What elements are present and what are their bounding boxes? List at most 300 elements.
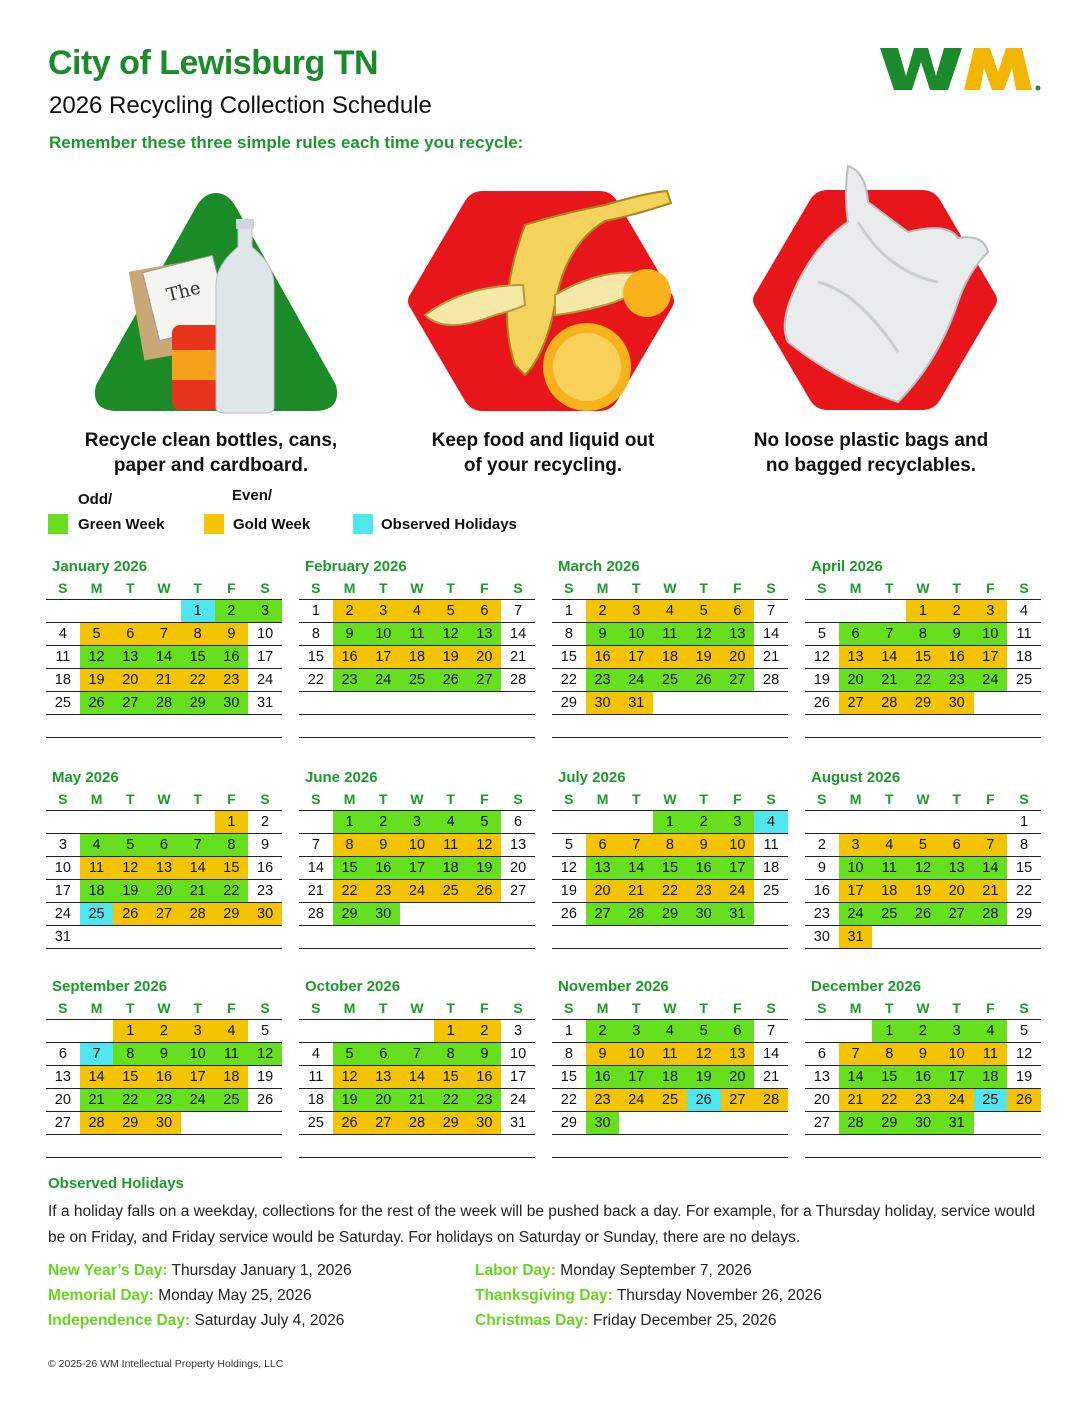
day-cell: 9 bbox=[468, 1043, 502, 1065]
week-row bbox=[46, 834, 282, 857]
week-row bbox=[552, 834, 788, 857]
plastic-bag-hexagon-icon bbox=[748, 162, 1002, 416]
day-cell: 3 bbox=[721, 811, 755, 833]
day-cell: 19 bbox=[434, 646, 468, 668]
weekday-label: W bbox=[410, 580, 424, 596]
day-cell: 15 bbox=[434, 1066, 468, 1088]
day-cell: 28 bbox=[754, 1089, 788, 1111]
copyright: © 2025-26 WM Intellectual Property Holdings, LLC bbox=[48, 1358, 284, 1370]
rules-heading: Remember these three simple rules each time you recycle: bbox=[49, 133, 524, 152]
day-cell: 30 bbox=[906, 1112, 940, 1134]
day-cell: 17 bbox=[257, 649, 274, 665]
empty-day-cell bbox=[80, 926, 114, 948]
day-cell: 16 bbox=[257, 860, 274, 876]
day-cell: 23 bbox=[940, 669, 974, 691]
day-cell: 12 bbox=[248, 1043, 282, 1065]
day-cell: 14 bbox=[400, 1066, 434, 1088]
day-cell: 16 bbox=[468, 1066, 502, 1088]
weekday-label: M bbox=[343, 1000, 356, 1016]
day-cell: 28 bbox=[147, 692, 181, 714]
day-cell: 10 bbox=[181, 1043, 215, 1065]
day-cell: 5 bbox=[80, 623, 114, 645]
holiday-name: New Year’s Day: bbox=[48, 1262, 168, 1279]
week-row bbox=[46, 857, 282, 880]
day-cell: 8 bbox=[215, 834, 249, 856]
month-title: July 2026 bbox=[558, 769, 626, 786]
weekday-label: S bbox=[564, 791, 574, 807]
day-cell: 18 bbox=[215, 1066, 249, 1088]
holiday-entry bbox=[475, 1312, 777, 1330]
weekday-label: F bbox=[227, 1000, 236, 1016]
day-cell: 21 bbox=[619, 880, 653, 902]
day-cell: 6 bbox=[147, 834, 181, 856]
weekday-label: T bbox=[952, 580, 961, 596]
day-cell: 13 bbox=[586, 857, 620, 879]
day-cell: 28 bbox=[619, 903, 653, 925]
holiday-entry bbox=[475, 1262, 752, 1280]
week-row bbox=[299, 834, 535, 857]
day-cell: 13 bbox=[813, 1069, 830, 1085]
week-row bbox=[46, 646, 282, 669]
weekday-label: S bbox=[766, 1000, 776, 1016]
day-cell: 1 bbox=[333, 811, 367, 833]
empty-day-cell bbox=[552, 926, 586, 948]
empty-day-cell bbox=[754, 715, 788, 737]
day-cell: 3 bbox=[181, 1020, 215, 1042]
day-cell: 25 bbox=[307, 1115, 324, 1131]
day-cell: 26 bbox=[687, 1089, 721, 1111]
empty-day-cell bbox=[805, 1135, 839, 1157]
empty-day-cell bbox=[147, 811, 181, 833]
weekday-header bbox=[46, 998, 282, 1019]
week-row bbox=[46, 1089, 282, 1112]
day-cell: 1 bbox=[215, 811, 249, 833]
weekday-label: S bbox=[564, 1000, 574, 1016]
empty-day-cell bbox=[181, 926, 215, 948]
day-cell: 24 bbox=[721, 880, 755, 902]
weekday-label: T bbox=[952, 791, 961, 807]
day-cell: 14 bbox=[763, 1046, 780, 1062]
week-row bbox=[805, 926, 1041, 949]
month-weeks bbox=[552, 1019, 788, 1158]
day-cell: 23 bbox=[586, 669, 620, 691]
day-cell: 2 bbox=[468, 1020, 502, 1042]
day-cell: 3 bbox=[514, 1023, 523, 1039]
day-cell: 8 bbox=[653, 834, 687, 856]
empty-day-cell bbox=[366, 1135, 400, 1157]
empty-day-cell bbox=[653, 692, 687, 714]
page-subtitle: 2026 Recycling Collection Schedule bbox=[49, 92, 432, 119]
empty-day-cell bbox=[113, 926, 147, 948]
holiday-date: Monday May 25, 2026 bbox=[158, 1287, 312, 1304]
day-cell: 18 bbox=[80, 880, 114, 902]
weekday-header bbox=[552, 789, 788, 810]
week-row bbox=[805, 715, 1041, 738]
day-cell: 9 bbox=[333, 623, 367, 645]
day-cell: 12 bbox=[906, 857, 940, 879]
empty-day-cell bbox=[434, 692, 468, 714]
day-cell: 5 bbox=[261, 1023, 270, 1039]
week-row bbox=[46, 1066, 282, 1089]
empty-day-cell bbox=[215, 715, 249, 737]
week-row bbox=[552, 669, 788, 692]
weekday-label: T bbox=[699, 1000, 708, 1016]
day-cell: 6 bbox=[817, 1046, 826, 1062]
week-row bbox=[805, 903, 1041, 926]
day-cell: 9 bbox=[586, 1043, 620, 1065]
week-row bbox=[805, 810, 1041, 834]
day-cell: 14 bbox=[619, 857, 653, 879]
week-row bbox=[552, 599, 788, 623]
day-cell: 20 bbox=[721, 1066, 755, 1088]
month-title: October 2026 bbox=[305, 978, 401, 995]
day-cell: 30 bbox=[366, 903, 400, 925]
day-cell: 20 bbox=[510, 860, 527, 876]
day-cell: 9 bbox=[817, 860, 826, 876]
weekday-label: T bbox=[193, 580, 202, 596]
day-cell: 26 bbox=[813, 695, 830, 711]
day-cell: 22 bbox=[906, 669, 940, 691]
weekday-label: S bbox=[311, 580, 321, 596]
weekday-label: W bbox=[663, 791, 677, 807]
week-row bbox=[46, 692, 282, 715]
empty-day-cell bbox=[940, 1135, 974, 1157]
month-weeks bbox=[299, 1019, 535, 1158]
day-cell: 9 bbox=[366, 834, 400, 856]
day-cell: 4 bbox=[311, 1046, 320, 1062]
empty-day-cell bbox=[653, 1135, 687, 1157]
day-cell: 3 bbox=[974, 600, 1008, 622]
empty-day-cell bbox=[181, 811, 215, 833]
day-cell: 23 bbox=[257, 883, 274, 899]
empty-day-cell bbox=[299, 1020, 333, 1042]
empty-day-cell bbox=[333, 692, 367, 714]
day-cell: 26 bbox=[560, 906, 577, 922]
day-cell: 29 bbox=[906, 692, 940, 714]
day-cell: 12 bbox=[434, 623, 468, 645]
day-cell: 27 bbox=[366, 1112, 400, 1134]
day-cell: 15 bbox=[215, 857, 249, 879]
day-cell: 28 bbox=[872, 692, 906, 714]
day-cell: 6 bbox=[839, 623, 873, 645]
month-calendar bbox=[552, 765, 788, 949]
weekday-label: T bbox=[378, 580, 388, 596]
day-cell: 15 bbox=[181, 646, 215, 668]
day-cell: 10 bbox=[974, 623, 1008, 645]
day-cell: 20 bbox=[113, 669, 147, 691]
weekday-label: T bbox=[884, 580, 894, 596]
empty-day-cell bbox=[181, 1135, 215, 1157]
weekday-label: T bbox=[125, 580, 135, 596]
day-cell: 27 bbox=[54, 1115, 71, 1131]
holiday-name: Labor Day: bbox=[475, 1262, 556, 1279]
empty-day-cell bbox=[501, 692, 535, 714]
week-row bbox=[805, 623, 1041, 646]
weekday-label: F bbox=[733, 580, 742, 596]
day-cell: 31 bbox=[257, 695, 274, 711]
week-row bbox=[805, 1135, 1041, 1158]
empty-day-cell bbox=[468, 926, 502, 948]
week-row bbox=[46, 1135, 282, 1158]
day-cell: 17 bbox=[619, 1066, 653, 1088]
empty-day-cell bbox=[974, 1135, 1008, 1157]
day-cell: 11 bbox=[763, 837, 779, 853]
day-cell: 19 bbox=[687, 646, 721, 668]
day-cell: 4 bbox=[872, 834, 906, 856]
day-cell: 16 bbox=[940, 646, 974, 668]
day-cell: 26 bbox=[468, 880, 502, 902]
rule-caption-line: Recycle clean bottles, cans, bbox=[84, 430, 338, 451]
day-cell: 17 bbox=[54, 883, 71, 899]
week-row bbox=[805, 646, 1041, 669]
day-cell: 7 bbox=[839, 1043, 873, 1065]
empty-day-cell bbox=[215, 1135, 249, 1157]
day-cell: 21 bbox=[307, 883, 324, 899]
empty-day-cell bbox=[400, 926, 434, 948]
empty-day-cell bbox=[754, 903, 788, 925]
weekday-label: W bbox=[157, 1000, 171, 1016]
day-cell: 13 bbox=[147, 857, 181, 879]
empty-day-cell bbox=[299, 1135, 333, 1157]
empty-day-cell bbox=[1007, 1112, 1041, 1134]
empty-day-cell bbox=[333, 1020, 367, 1042]
weekday-label: F bbox=[227, 580, 236, 596]
rule-caption-line: of your recycling. bbox=[463, 455, 623, 476]
empty-day-cell bbox=[1007, 926, 1041, 948]
day-cell: 11 bbox=[55, 649, 71, 665]
week-row bbox=[552, 692, 788, 715]
day-cell: 30 bbox=[586, 692, 620, 714]
week-row bbox=[299, 599, 535, 623]
day-cell: 24 bbox=[400, 880, 434, 902]
day-cell: 8 bbox=[872, 1043, 906, 1065]
holiday-entry bbox=[48, 1262, 352, 1280]
week-row bbox=[805, 1019, 1041, 1043]
empty-day-cell bbox=[80, 1020, 114, 1042]
day-cell: 16 bbox=[215, 646, 249, 668]
day-cell: 21 bbox=[839, 1089, 873, 1111]
empty-day-cell bbox=[805, 1020, 839, 1042]
weekday-header bbox=[552, 998, 788, 1019]
day-cell: 20 bbox=[586, 880, 620, 902]
day-cell: 19 bbox=[560, 883, 577, 899]
empty-day-cell bbox=[434, 926, 468, 948]
weekday-label: W bbox=[410, 1000, 424, 1016]
weekday-label: T bbox=[193, 791, 202, 807]
empty-day-cell bbox=[181, 715, 215, 737]
month-weeks bbox=[299, 599, 535, 738]
day-cell: 29 bbox=[333, 903, 367, 925]
day-cell: 23 bbox=[813, 906, 830, 922]
day-cell: 28 bbox=[80, 1112, 114, 1134]
legend-holiday-swatch bbox=[353, 514, 373, 534]
day-cell: 5 bbox=[1020, 1023, 1029, 1039]
day-cell: 22 bbox=[560, 1092, 577, 1108]
day-cell: 31 bbox=[619, 692, 653, 714]
day-cell: 18 bbox=[974, 1066, 1008, 1088]
day-cell: 14 bbox=[181, 857, 215, 879]
empty-day-cell bbox=[501, 926, 535, 948]
week-row bbox=[299, 810, 535, 834]
day-cell: 29 bbox=[872, 1112, 906, 1134]
day-cell: 29 bbox=[215, 903, 249, 925]
empty-day-cell bbox=[400, 1135, 434, 1157]
weekday-header bbox=[46, 789, 282, 810]
weekday-label: F bbox=[480, 791, 489, 807]
day-cell: 30 bbox=[215, 692, 249, 714]
month-weeks bbox=[552, 810, 788, 949]
empty-day-cell bbox=[721, 926, 755, 948]
day-cell: 20 bbox=[147, 880, 181, 902]
weekday-header bbox=[552, 578, 788, 599]
day-cell: 12 bbox=[687, 623, 721, 645]
week-row bbox=[299, 692, 535, 715]
day-cell: 14 bbox=[147, 646, 181, 668]
month-title: December 2026 bbox=[811, 978, 922, 995]
empty-day-cell bbox=[299, 811, 333, 833]
weekday-header bbox=[299, 578, 535, 599]
holiday-date: Saturday July 4, 2026 bbox=[194, 1312, 345, 1329]
week-row bbox=[552, 810, 788, 834]
empty-day-cell bbox=[468, 715, 502, 737]
week-row bbox=[552, 623, 788, 646]
empty-day-cell bbox=[1007, 692, 1041, 714]
weekday-label: S bbox=[766, 580, 776, 596]
empty-day-cell bbox=[215, 926, 249, 948]
day-cell: 21 bbox=[763, 1069, 780, 1085]
day-cell: 20 bbox=[839, 669, 873, 691]
weekday-label: F bbox=[986, 580, 995, 596]
day-cell: 20 bbox=[468, 646, 502, 668]
day-cell: 13 bbox=[468, 623, 502, 645]
week-row bbox=[805, 857, 1041, 880]
day-cell: 9 bbox=[586, 623, 620, 645]
day-cell: 22 bbox=[653, 880, 687, 902]
day-cell: 4 bbox=[58, 626, 67, 642]
empty-day-cell bbox=[619, 1112, 653, 1134]
empty-day-cell bbox=[754, 1135, 788, 1157]
day-cell: 11 bbox=[653, 623, 687, 645]
week-row bbox=[552, 880, 788, 903]
day-cell: 2 bbox=[333, 600, 367, 622]
day-cell: 27 bbox=[721, 1089, 755, 1111]
empty-day-cell bbox=[586, 811, 620, 833]
day-cell: 28 bbox=[763, 672, 780, 688]
legend-odd-label: Odd/ bbox=[78, 491, 113, 508]
empty-day-cell bbox=[468, 903, 502, 925]
empty-day-cell bbox=[586, 926, 620, 948]
day-cell: 18 bbox=[872, 880, 906, 902]
empty-day-cell bbox=[400, 903, 434, 925]
weekday-label: T bbox=[699, 791, 708, 807]
day-cell: 6 bbox=[468, 600, 502, 622]
month-calendar bbox=[46, 554, 282, 738]
day-cell: 4 bbox=[1020, 603, 1029, 619]
holiday-entry bbox=[48, 1312, 344, 1330]
day-cell: 10 bbox=[940, 1043, 974, 1065]
day-cell: 29 bbox=[560, 1115, 577, 1131]
day-cell: 21 bbox=[974, 880, 1008, 902]
week-row bbox=[299, 1043, 535, 1066]
day-cell: 13 bbox=[940, 857, 974, 879]
weekday-header bbox=[805, 998, 1041, 1019]
empty-day-cell bbox=[619, 811, 653, 833]
empty-day-cell bbox=[974, 692, 1008, 714]
weekday-label: T bbox=[631, 580, 641, 596]
weekday-header bbox=[299, 998, 535, 1019]
day-cell: 4 bbox=[653, 1020, 687, 1042]
weekday-label: T bbox=[446, 580, 455, 596]
day-cell: 5 bbox=[434, 600, 468, 622]
empty-day-cell bbox=[299, 692, 333, 714]
weekday-label: F bbox=[986, 1000, 995, 1016]
empty-day-cell bbox=[906, 926, 940, 948]
day-cell: 6 bbox=[113, 623, 147, 645]
day-cell: 27 bbox=[839, 692, 873, 714]
day-cell: 15 bbox=[560, 649, 577, 665]
day-cell: 15 bbox=[653, 857, 687, 879]
empty-day-cell bbox=[805, 811, 839, 833]
day-cell: 10 bbox=[721, 834, 755, 856]
weekday-label: F bbox=[733, 791, 742, 807]
month-calendar bbox=[46, 765, 282, 949]
weekday-label: W bbox=[663, 580, 677, 596]
day-cell: 26 bbox=[906, 903, 940, 925]
weekday-header bbox=[805, 578, 1041, 599]
day-cell: 22 bbox=[434, 1089, 468, 1111]
day-cell: 29 bbox=[560, 695, 577, 711]
day-cell: 21 bbox=[763, 649, 780, 665]
day-cell: 4 bbox=[653, 600, 687, 622]
weekday-label: W bbox=[916, 1000, 930, 1016]
day-cell: 19 bbox=[113, 880, 147, 902]
day-cell: 7 bbox=[80, 1043, 114, 1065]
week-row bbox=[299, 1019, 535, 1043]
weekday-header bbox=[805, 789, 1041, 810]
weekday-label: M bbox=[596, 580, 609, 596]
empty-day-cell bbox=[653, 926, 687, 948]
day-cell: 22 bbox=[560, 672, 577, 688]
day-cell: 1 bbox=[564, 603, 573, 619]
weekday-label: S bbox=[564, 580, 574, 596]
day-cell: 2 bbox=[817, 837, 826, 853]
day-cell: 7 bbox=[400, 1043, 434, 1065]
day-cell: 10 bbox=[839, 857, 873, 879]
month-title: August 2026 bbox=[811, 769, 901, 786]
day-cell: 24 bbox=[510, 1092, 527, 1108]
wm-logo-icon bbox=[880, 46, 1042, 92]
holiday-date: Monday September 7, 2026 bbox=[560, 1262, 752, 1279]
day-cell: 5 bbox=[687, 600, 721, 622]
day-cell: 11 bbox=[80, 857, 114, 879]
empty-day-cell bbox=[940, 926, 974, 948]
legend-even-label: Even/ bbox=[232, 487, 273, 504]
empty-day-cell bbox=[46, 715, 80, 737]
week-row bbox=[299, 1066, 535, 1089]
month-calendar bbox=[805, 554, 1041, 738]
rule-caption-bags bbox=[706, 428, 1036, 478]
week-row bbox=[46, 810, 282, 834]
day-cell: 20 bbox=[721, 646, 755, 668]
day-cell: 30 bbox=[813, 929, 830, 945]
month-calendar bbox=[552, 554, 788, 738]
day-cell: 1 bbox=[181, 600, 215, 622]
day-cell: 27 bbox=[510, 883, 527, 899]
week-row bbox=[299, 857, 535, 880]
day-cell: 20 bbox=[366, 1089, 400, 1111]
day-cell: 25 bbox=[872, 903, 906, 925]
day-cell: 3 bbox=[940, 1020, 974, 1042]
